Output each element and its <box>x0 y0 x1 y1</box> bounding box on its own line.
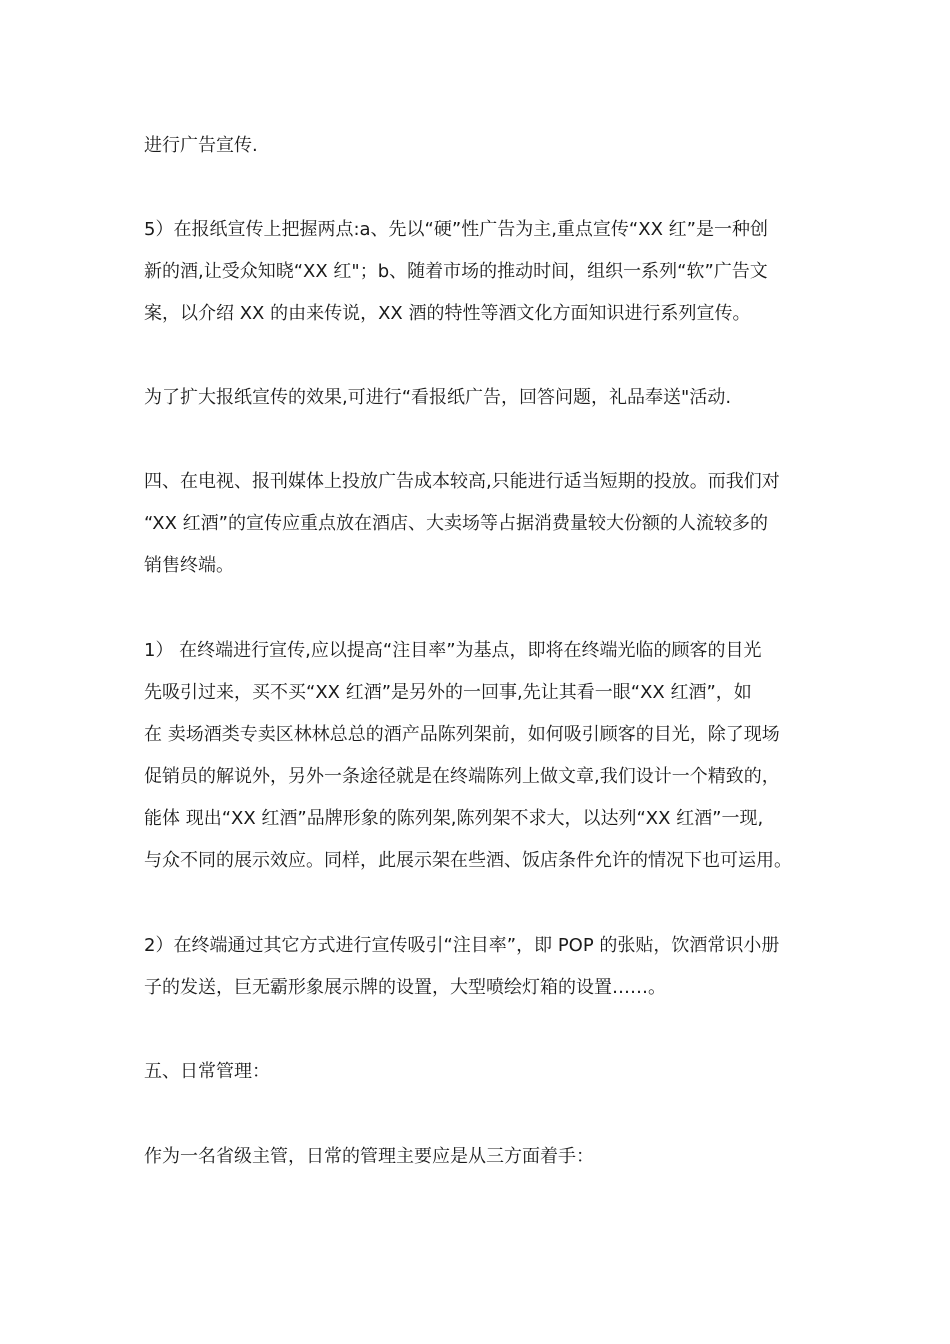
text-line: 进行广告宣传. <box>144 135 258 156</box>
text-line: 5）在报纸宣传上把握两点:a、先以“硬”性广告为主,重点宣传“XX 红”是一种创 <box>144 219 768 240</box>
text-line: 促销员的解说外，另外一条途径就是在终端陈列上做文章,我们设计一个精致的， <box>144 766 780 787</box>
text-line: 1） 在终端进行宣传,应以提高“注目率”为基点，即将在终端光临的顾客的目光 <box>144 640 762 661</box>
text-line: 与众不同的展示效应。同样，此展示架在些酒、饭店条件允许的情况下也可运用。 <box>144 850 792 871</box>
text-line: 能体 现出“XX 红酒”品牌形象的陈列架,陈列架不求大，以达列“XX 红酒”一现, <box>144 808 764 829</box>
text-line: 2）在终端通过其它方式进行宣传吸引“注目率”，即 POP 的张贴，饮酒常识小册 <box>144 935 780 956</box>
text-line: 新的酒,让受众知晓“XX 红"；b、随着市场的推动时间，组织一系列“软”广告文 <box>144 261 768 282</box>
text-line: 销售终端。 <box>144 555 234 576</box>
text-line: 子的发送，巨无霸形象展示牌的设置，大型喷绘灯箱的设置……。 <box>144 977 666 998</box>
section-heading: 五、日常管理： <box>144 1061 270 1082</box>
text-line: “XX 红酒”的宣传应重点放在酒店、大卖场等占据消费量较大份额的人流较多的 <box>144 513 768 534</box>
text-line: 为了扩大报纸宣传的效果,可进行“看报纸广告，回答问题，礼品奉送"活动. <box>144 387 732 408</box>
text-line: 案，以介绍 XX 的由来传说，XX 酒的特性等酒文化方面知识进行系列宣传。 <box>144 303 751 324</box>
text-line: 先吸引过来，买不买“XX 红酒”是另外的一回事,先让其看一眼“XX 红酒”，如 <box>144 682 752 703</box>
text-line: 四、在电视、报刊媒体上投放广告成本较高,只能进行适当短期的投放。而我们对 <box>144 471 780 492</box>
text-line: 作为一名省级主管，日常的管理主要应是从三方面着手： <box>144 1146 594 1167</box>
text-line: 在 卖场酒类专卖区林林总总的酒产品陈列架前，如何吸引顾客的目光，除了现场 <box>144 724 780 745</box>
